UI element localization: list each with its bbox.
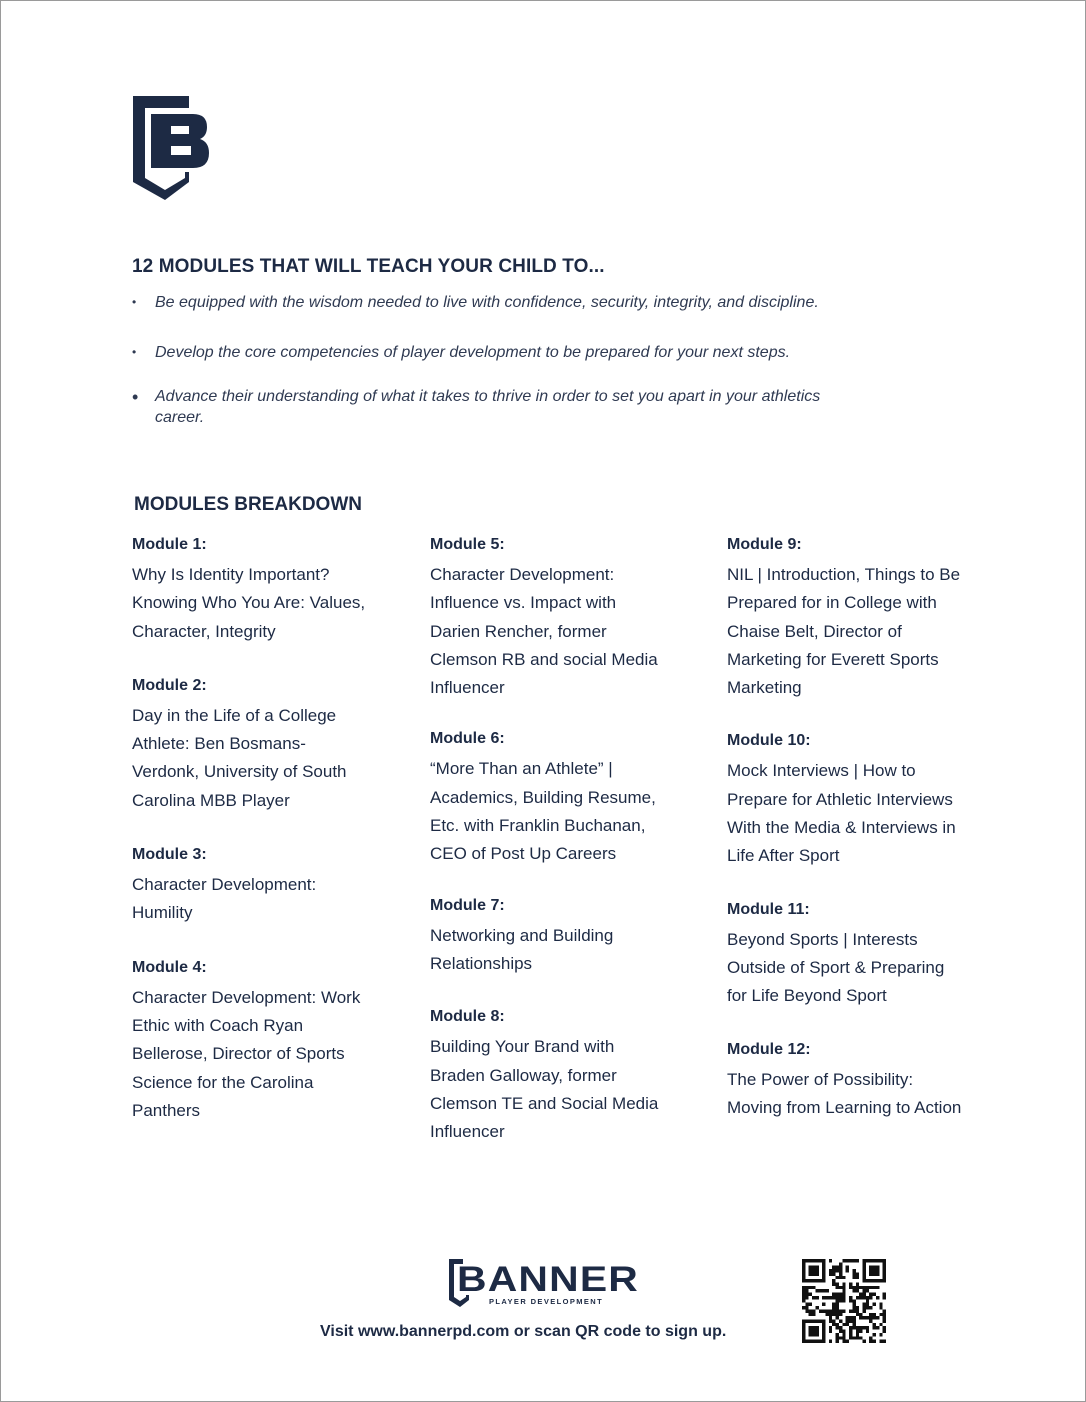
module-title: Module 9:: [727, 536, 802, 553]
module-description: Mock Interviews | How to Prepare for Athletic Interviews With the Media & Interviews in Life After Sport: [727, 761, 956, 866]
module-9: [727, 533, 967, 702]
module-title: Module 4:: [132, 958, 207, 976]
module-description: “More Than an Athlete” | Academics, Building Resume, Etc. with Franklin Buchanan, CEO of Post Up Careers: [430, 759, 656, 864]
module-description: Character Development: Influence vs. Impact with Darien Rencher, former Clemson RB and social Media Influencer: [430, 565, 658, 698]
module-description: Beyond Sports | Interests Outside of Sport & Preparing for Life Beyond Sport: [727, 929, 945, 1006]
brand-name: BANNER: [457, 1260, 639, 1299]
modules-column-2: [430, 533, 670, 1174]
benefits-list: [132, 292, 932, 428]
module-description: Character Development: Work Ethic with Coach Ryan Bellerose, Director of Sports Science for the Carolina Panthers: [132, 987, 361, 1120]
signup-cta: Visit www.bannerpd.com or scan QR code to sign up.: [320, 1323, 727, 1340]
module-title: Module 1:: [132, 536, 207, 553]
module-title: Module 5:: [430, 536, 505, 553]
module-10: [727, 729, 967, 870]
bullet-icon: •: [132, 345, 137, 359]
modules-breakdown-title: MODULES BREAKDOWN: [134, 494, 362, 515]
module-4: [132, 956, 372, 1125]
module-title: Module 3:: [132, 846, 207, 864]
module-12: [727, 1038, 967, 1123]
list-item: [132, 342, 932, 363]
module-description: Networking and Building Relationships: [430, 925, 614, 973]
module-title: Module 11:: [727, 900, 810, 918]
module-8: [430, 1005, 670, 1146]
module-title: Module 10:: [727, 732, 811, 750]
modules-column-1: [132, 533, 372, 1153]
module-3: [132, 843, 372, 928]
bullet-text: Develop the core competencies of player development to be prepared for your next steps.: [155, 344, 791, 361]
module-6: [430, 727, 670, 868]
module-description: The Power of Possibility: Moving from Learning to Action: [727, 1069, 962, 1117]
list-item: [132, 386, 855, 428]
module-title: Module 12:: [727, 1040, 811, 1058]
module-description: Why Is Identity Important? Knowing Who You Are: Values, Character, Integrity: [132, 565, 366, 641]
qr-code-icon[interactable]: [802, 1259, 886, 1343]
module-description: Building Your Brand with Braden Galloway, former Clemson TE and Social Media Influencer: [430, 1037, 659, 1142]
module-title: Module 2:: [132, 676, 207, 694]
module-2: [132, 674, 372, 815]
headline: 12 MODULES THAT WILL TEACH YOUR CHILD TO...: [132, 256, 605, 277]
module-title: Module 8:: [430, 1008, 505, 1026]
bullet-text: Be equipped with the wisdom needed to live with confidence, security, integrity, and discipline.: [155, 294, 819, 311]
module-description: NIL | Introduction, Things to Be Prepared for in College with Chaise Belt, Director of Marketing for Everett Sports Marketing: [727, 565, 961, 698]
brand-tagline: PLAYER DEVELOPMENT: [489, 1297, 604, 1306]
list-item: [132, 292, 932, 313]
bullet-text: Advance their understanding of what it takes to thrive in order to set you apart in your athletics career.: [155, 388, 821, 426]
module-7: [430, 894, 670, 979]
module-description: Day in the Life of a College Athlete: Ben Bosmans-Verdonk, University of South Carolina MBB Player: [132, 705, 347, 810]
module-description: Character Development: Humility: [132, 875, 317, 923]
module-11: [727, 898, 967, 1011]
module-title: Module 7:: [430, 896, 505, 914]
bullet-icon: •: [132, 387, 139, 407]
modules-column-3: [727, 533, 967, 1149]
module-5: [430, 533, 670, 702]
bullet-icon: •: [132, 295, 137, 309]
banner-shield-logo: [131, 94, 211, 202]
banner-wordmark-logo: [447, 1257, 641, 1309]
module-1: [132, 533, 372, 646]
module-title: Module 6:: [430, 730, 505, 748]
